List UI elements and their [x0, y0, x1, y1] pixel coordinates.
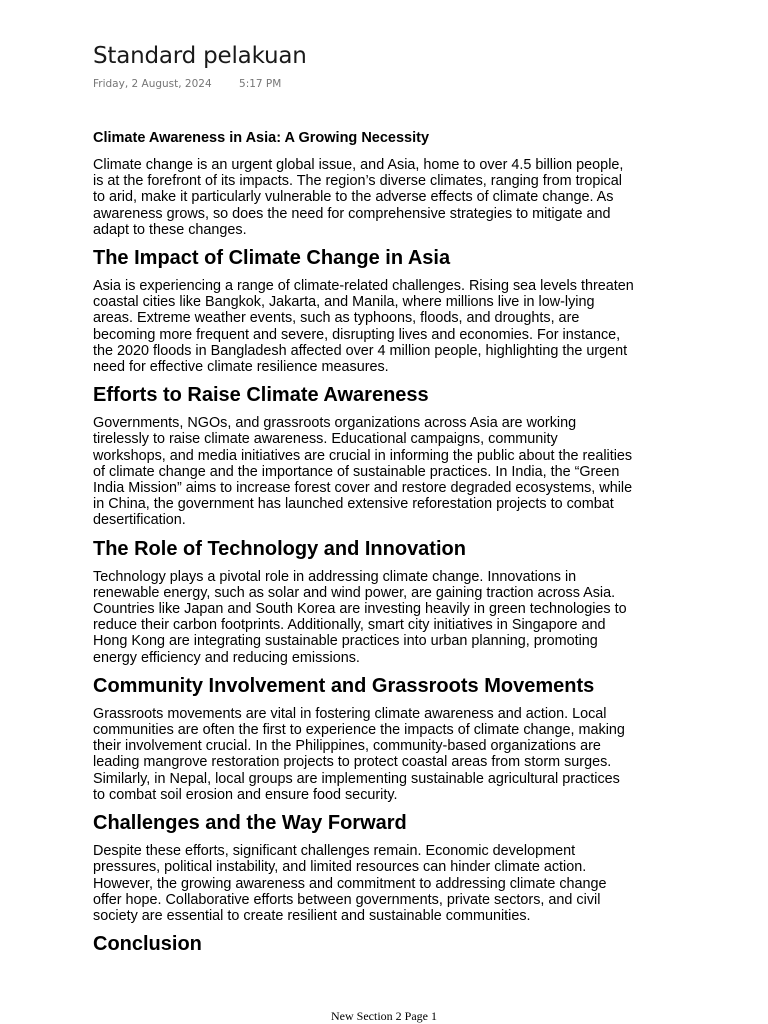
text-line: desertification. — [93, 512, 186, 529]
page-meta — [93, 78, 281, 90]
text-line: renewable energy, such as solar and wind power, are gaining traction across Asia. — [93, 584, 616, 601]
text-line: to arid, make it particularly vulnerable to the adverse effects of climate change. As — [93, 189, 614, 206]
page-footer: New Section 2 Page 1 — [331, 1009, 437, 1023]
text-line: Technology plays a pivotal role in addressing climate change. Innovations in — [93, 568, 577, 585]
section-heading: The Role of Technology and Innovation — [93, 537, 466, 560]
text-line: offer hope. Collaborative efforts between governments, private sectors, and civil — [93, 891, 601, 908]
text-line: becoming more frequent and severe, disrupting lives and economies. For instance, — [93, 326, 621, 343]
intro-paragraph — [93, 157, 683, 238]
text-line: the 2020 floods in Bangladesh affected over 4 million people, highlighting the urgent — [93, 342, 628, 359]
text-line: Asia is experiencing a range of climate-related challenges. Rising sea levels threaten — [93, 278, 634, 295]
text-line: need for effective climate resilience measures. — [93, 359, 389, 376]
text-line: in China, the government has launched extensive reforestation projects to combat — [93, 496, 614, 513]
text-line: of climate change and the importance of sustainable practices. In India, the “Green — [93, 463, 620, 480]
section-heading: Challenges and the Way Forward — [93, 812, 407, 835]
text-line: Grassroots movements are vital in fostering climate awareness and action. Local — [93, 705, 607, 722]
text-line: is at the forefront of its impacts. The region’s diverse climates, ranging from tropical — [93, 173, 622, 190]
section-paragraph — [93, 278, 683, 375]
section-heading: Conclusion — [93, 933, 202, 956]
text-line: to combat soil erosion and ensure food security. — [93, 786, 398, 803]
text-line: Countries like Japan and South Korea are investing heavily in green technologies to — [93, 601, 627, 618]
section-paragraph — [93, 569, 683, 666]
section-paragraph — [93, 415, 683, 528]
text-line: energy efficiency and reducing emissions. — [93, 649, 360, 666]
text-line: pressures, political instability, and limited resources can hinder climate action. — [93, 859, 587, 876]
section-paragraph — [93, 843, 683, 924]
text-line: Despite these efforts, significant challenges remain. Economic development — [93, 843, 576, 860]
page-title: Standard pelakuan — [93, 43, 307, 69]
text-line: areas. Extreme weather events, such as typhoons, floods, and droughts, are — [93, 310, 580, 327]
text-line: society are essential to create resilient and sustainable communities. — [93, 907, 531, 924]
text-line: reduce their carbon footprints. Additionally, smart city initiatives in Singapore and — [93, 617, 606, 634]
section-paragraph — [93, 706, 683, 803]
page-date: Friday, 2 August, 2024 — [93, 78, 212, 90]
text-line: coastal cities like Bangkok, Jakarta, and Manila, where millions live in low-lying — [93, 294, 595, 311]
text-line: leading mangrove restoration projects to protect coastal areas from storm surges. — [93, 754, 612, 771]
text-line: adapt to these changes. — [93, 221, 247, 238]
text-line: tirelessly to raise climate awareness. Educational campaigns, community — [93, 431, 558, 448]
section-heading: The Impact of Climate Change in Asia — [93, 247, 451, 270]
text-line: their involvement crucial. In the Philippines, community-based organizations are — [93, 738, 601, 755]
text-line: communities are often the first to experience the impacts of climate change, making — [93, 722, 625, 739]
text-line: Governments, NGOs, and grassroots organizations across Asia are working — [93, 415, 577, 432]
text-line: Similarly, in Nepal, local groups are implementing sustainable agricultural practices — [93, 770, 620, 787]
document-body — [93, 130, 683, 964]
section-heading: Community Involvement and Grassroots Movements — [93, 674, 595, 697]
text-line: However, the growing awareness and commitment to addressing climate change — [93, 875, 607, 892]
page-time: 5:17 PM — [239, 78, 282, 90]
text-line: Climate change is an urgent global issue, and Asia, home to over 4.5 billion people, — [93, 157, 624, 173]
text-line: India Mission” aims to increase forest cover and restore degraded ecosystems, while — [93, 480, 633, 497]
text-line: workshops, and media initiatives are crucial in informing the public about the realities — [93, 447, 633, 464]
text-line: awareness grows, so does the need for comprehensive strategies to mitigate and — [93, 205, 611, 222]
section-heading: Efforts to Raise Climate Awareness — [93, 384, 429, 407]
text-line: Hong Kong are integrating sustainable practices into urban planning, promoting — [93, 633, 598, 650]
document-title: Climate Awareness in Asia: A Growing Necessity — [93, 130, 430, 146]
